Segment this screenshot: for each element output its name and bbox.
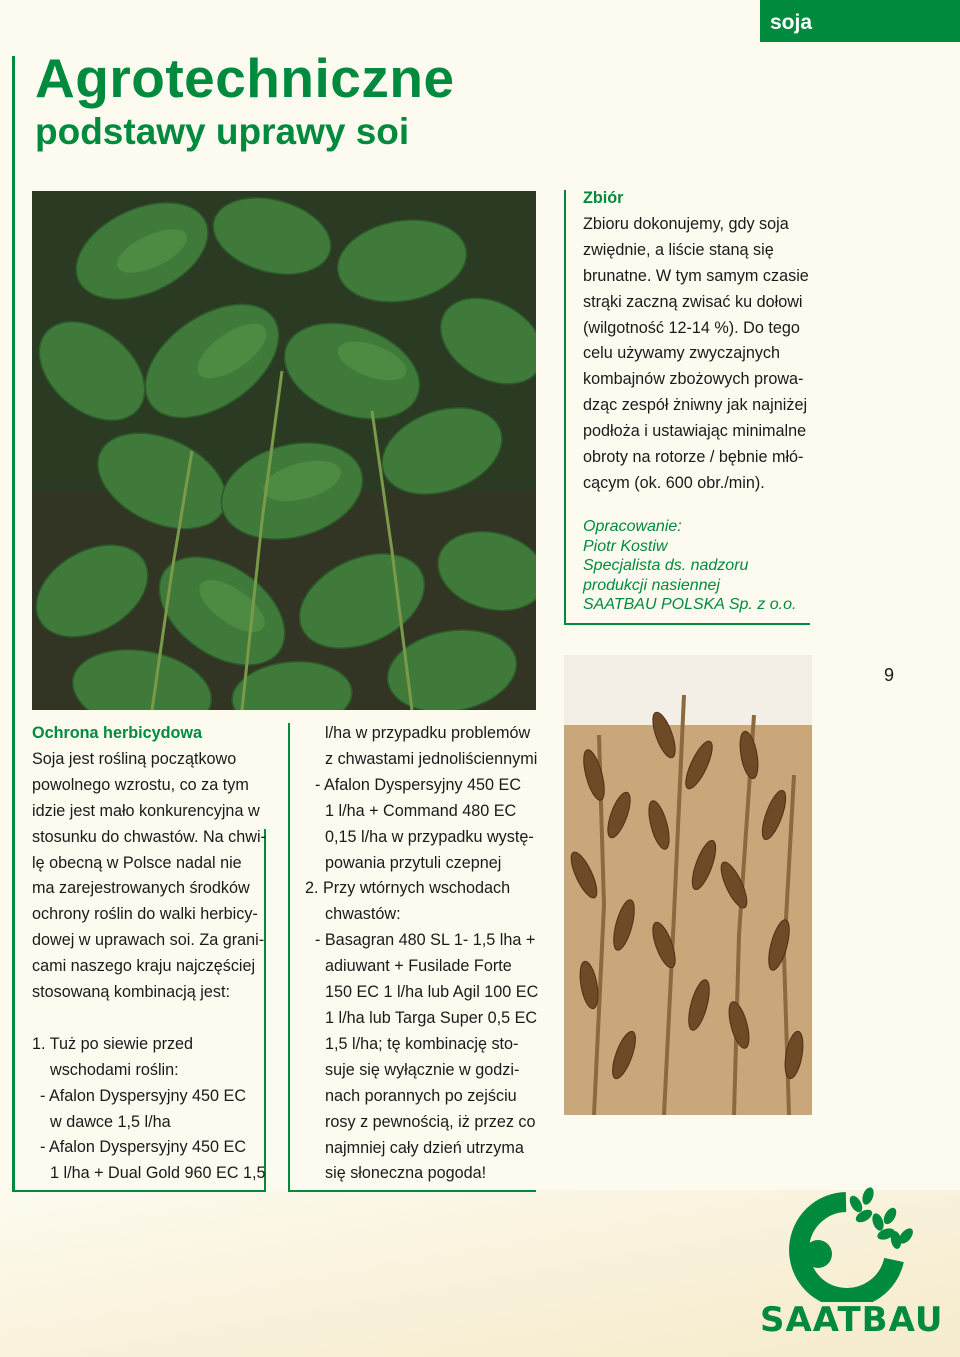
text-line: dząc zespół żniwny jak najniżej bbox=[583, 396, 808, 415]
list-item: 150 EC 1 l/ha lub Agil 100 EC bbox=[325, 983, 539, 1002]
harvest-section bbox=[583, 186, 823, 497]
list-item: 1 l/ha + Dual Gold 960 EC 1,5 bbox=[50, 1164, 266, 1183]
text-line: (wilgotność 12-14 %). Do tego bbox=[583, 318, 800, 337]
herbicide-heading: Ochrona herbicydowa bbox=[32, 724, 203, 742]
left-column-rule-horizontal bbox=[14, 1190, 266, 1192]
saatbau-wordmark: SAATBAU bbox=[760, 1300, 944, 1340]
text-line: cami naszego kraju najczęściej bbox=[32, 957, 256, 976]
page-title: Agrotechniczne bbox=[35, 47, 455, 109]
list-item: l/ha w przypadku problemów bbox=[325, 724, 531, 742]
text-line: ma zarejestrowanych środków bbox=[32, 879, 250, 898]
text-line: podłoża i ustawiając minimalne bbox=[583, 422, 807, 441]
list-item: adiuwant + Fusilade Forte bbox=[325, 957, 512, 976]
credit-line: SAATBAU POLSKA Sp. z o.o. bbox=[583, 596, 797, 613]
soybean-leaves-photo bbox=[32, 191, 536, 710]
credit-line: Piotr Kostiw bbox=[583, 537, 668, 555]
list-item: - Basagran 480 SL 1- 1,5 lha + bbox=[315, 931, 536, 950]
page-number: 9 bbox=[884, 665, 895, 685]
list-item: z chwastami jednoliściennymi bbox=[325, 749, 538, 768]
text-line: brunatne. W tym samym czasie bbox=[583, 266, 809, 285]
credit-line: Opracowanie: bbox=[583, 518, 682, 535]
list-item: - Afalon Dyspersyjny 450 EC bbox=[40, 1086, 247, 1105]
zbior-rule-horizontal bbox=[564, 623, 810, 625]
text-line: lę obecną w Polsce nadal nie bbox=[32, 853, 242, 872]
author-credit bbox=[583, 517, 823, 615]
herbicide-section-continued bbox=[305, 721, 555, 1187]
list-item: 0,15 l/ha w przypadku wystę- bbox=[325, 827, 534, 846]
text-line: stosowaną kombinacją jest: bbox=[32, 983, 230, 1002]
list-item: nach porannych po zejściu bbox=[325, 1086, 517, 1105]
list-item: chwastów: bbox=[325, 905, 401, 924]
text-line: idzie jest mało konkurencyjna w bbox=[32, 801, 260, 820]
text-line: Zbioru dokonujemy, gdy soja bbox=[583, 214, 789, 233]
list-item: suje się wyłącznie w godzi- bbox=[325, 1060, 520, 1079]
list-item: 1 l/ha lub Targa Super 0,5 EC bbox=[325, 1008, 538, 1027]
list-item: 2. Przy wtórnych wschodach bbox=[305, 879, 511, 898]
list-item: powania przytuli czepnej bbox=[325, 853, 502, 872]
spacer bbox=[32, 1006, 282, 1032]
title-rule bbox=[12, 56, 15, 1192]
text-line: powolnego wzrostu, co za tym bbox=[32, 775, 249, 794]
text-line: ochrony roślin do walki herbicy- bbox=[32, 905, 258, 924]
mid-column-rule-vertical bbox=[288, 723, 290, 1192]
list-item: 1,5 l/ha; tę kombinację sto- bbox=[325, 1034, 519, 1053]
text-line: Soja jest rośliną początkowo bbox=[32, 749, 237, 768]
list-item: 1 l/ha + Command 480 EC bbox=[325, 801, 517, 820]
section-tag: soja bbox=[760, 0, 960, 42]
list-item: - Afalon Dyspersyjny 450 EC bbox=[315, 775, 522, 794]
text-line: stosunku do chwastów. Na chwi- bbox=[32, 827, 266, 846]
mid-column-rule-horizontal bbox=[288, 1190, 536, 1192]
credit-line: produkcji nasiennej bbox=[583, 576, 720, 594]
credit-line: Specjalista ds. nadzoru bbox=[583, 557, 749, 574]
list-item: 1. Tuż po siewie przed bbox=[32, 1034, 194, 1053]
text-line: dowej w uprawach soi. Za grani- bbox=[32, 931, 265, 950]
page-subtitle: podstawy uprawy soi bbox=[35, 111, 410, 152]
list-item: rosy z pewnością, iż przez co bbox=[325, 1112, 536, 1131]
text-line: cącym (ok. 600 obr./min). bbox=[583, 473, 765, 492]
soybean-pods-photo bbox=[564, 655, 812, 1115]
text-line: kombajnów zbożowych prowa- bbox=[583, 370, 804, 389]
list-item: się słoneczna pogoda! bbox=[325, 1164, 487, 1183]
text-line: zwiędnie, a liście staną się bbox=[583, 240, 774, 259]
list-item: wschodami roślin: bbox=[50, 1060, 179, 1079]
list-item: - Afalon Dyspersyjny 450 EC bbox=[40, 1138, 247, 1157]
list-item: najmniej cały dzień utrzyma bbox=[325, 1138, 524, 1157]
zbior-rule-vertical bbox=[564, 190, 566, 624]
herbicide-section bbox=[32, 721, 282, 1187]
text-line: obroty na rotorze / bębnie młó- bbox=[583, 448, 804, 467]
list-item: w dawce 1,5 l/ha bbox=[50, 1112, 171, 1131]
text-line: celu używamy zwyczajnych bbox=[583, 344, 781, 363]
harvest-heading: Zbiór bbox=[583, 189, 624, 207]
text-line: strąki zaczną zwisać ku dołowi bbox=[583, 292, 803, 311]
